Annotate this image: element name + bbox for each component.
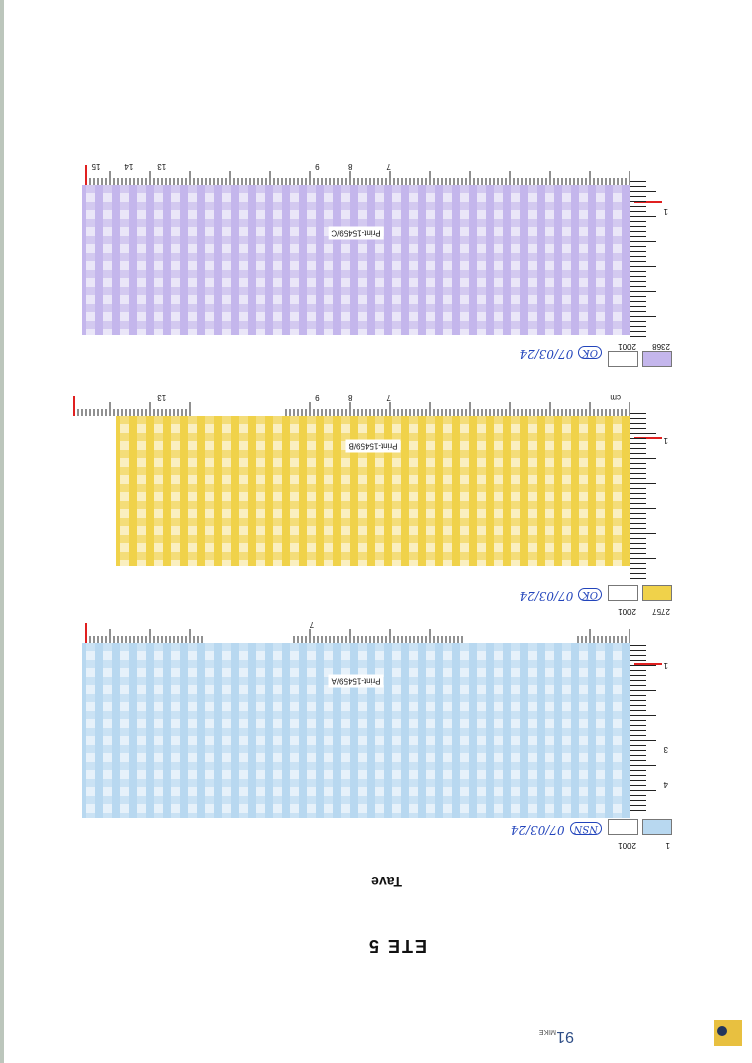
ruler-tick bbox=[630, 413, 646, 414]
color-chip bbox=[642, 585, 672, 601]
ruler-tick bbox=[630, 423, 646, 424]
swatch-label: Print-15459/B bbox=[346, 440, 401, 453]
ruler-tick bbox=[630, 473, 646, 474]
fabric-swatch bbox=[116, 416, 630, 566]
ruler-tick bbox=[630, 336, 646, 337]
ruler-tick bbox=[630, 795, 646, 796]
ruler-tick bbox=[630, 715, 656, 716]
ruler-tick bbox=[630, 261, 646, 262]
ruler-number: 9 bbox=[315, 162, 320, 171]
ruler-tick bbox=[630, 775, 646, 776]
swatch-label: Print-15459/A bbox=[329, 675, 384, 688]
ruler-tick bbox=[630, 498, 646, 499]
note-circle: OK bbox=[578, 588, 602, 601]
ruler-tick bbox=[630, 508, 656, 509]
ruler-tick bbox=[630, 438, 646, 439]
ruler-tick bbox=[630, 236, 646, 237]
page-title: ETE 5 bbox=[366, 936, 427, 956]
ruler-tick bbox=[630, 503, 646, 504]
logo-dot-icon bbox=[717, 1026, 727, 1036]
ruler-tick bbox=[630, 483, 656, 484]
ruler-tick bbox=[630, 281, 646, 282]
ruler-tick bbox=[630, 548, 646, 549]
ruler-tick bbox=[630, 690, 656, 691]
ruler-tick bbox=[630, 578, 646, 579]
note-date: 07/03/24 bbox=[510, 823, 565, 837]
ruler-number: 1 bbox=[663, 207, 668, 216]
ruler-tick bbox=[630, 740, 656, 741]
note-date: 07/03/24 bbox=[519, 347, 574, 361]
chip-code: 2001 bbox=[618, 342, 636, 351]
color-chip bbox=[642, 351, 672, 367]
ruler-tick bbox=[630, 700, 646, 701]
ruler-tick bbox=[630, 518, 646, 519]
ruler-tick bbox=[630, 246, 646, 247]
ruler-number: 15 bbox=[91, 162, 101, 171]
ruler-tick bbox=[630, 790, 656, 791]
ruler-number: 8 bbox=[348, 162, 353, 171]
logo-number: 91 bbox=[556, 1028, 574, 1045]
logo-caption: MIKE bbox=[538, 1028, 556, 1035]
ruler-tick bbox=[630, 468, 646, 469]
ruler-tick bbox=[630, 573, 646, 574]
page-subtitle: Tave bbox=[371, 874, 402, 890]
ruler-tick bbox=[630, 216, 656, 217]
note-date: 07/03/24 bbox=[519, 589, 574, 603]
ruler-tick bbox=[630, 533, 656, 534]
ruler-tick bbox=[630, 755, 646, 756]
ruler-tick bbox=[630, 311, 646, 312]
ruler-tick bbox=[630, 418, 646, 419]
ruler-tick bbox=[630, 558, 656, 559]
ruler-tick bbox=[630, 266, 656, 267]
ruler-number: 13 bbox=[157, 162, 167, 171]
ruler-tick bbox=[630, 221, 646, 222]
ruler-tick bbox=[630, 685, 646, 686]
ruler-tick bbox=[630, 785, 646, 786]
ruler-tick bbox=[630, 291, 656, 292]
ruler-tick bbox=[630, 251, 646, 252]
ruler-numbers bbox=[82, 617, 630, 633]
ruler-tick bbox=[630, 800, 646, 801]
ruler-tick bbox=[630, 196, 646, 197]
ruler-tick bbox=[630, 256, 646, 257]
ruler-tick bbox=[630, 271, 646, 272]
ruler-tick bbox=[630, 563, 646, 564]
ruler-tick bbox=[630, 458, 656, 459]
color-chip bbox=[608, 819, 638, 835]
ruler-tick bbox=[630, 810, 646, 811]
ruler-tick bbox=[630, 316, 656, 317]
color-chip bbox=[608, 585, 638, 601]
ruler-tick bbox=[630, 725, 646, 726]
note-circle: NSN bbox=[570, 822, 602, 835]
ruler-tick bbox=[630, 206, 646, 207]
handwritten-note bbox=[511, 822, 602, 837]
ruler-tick bbox=[630, 428, 646, 429]
handwritten-note bbox=[519, 346, 602, 361]
ruler-number: 3 bbox=[663, 745, 668, 754]
ruler-tick bbox=[630, 655, 646, 656]
chip-code: 2001 bbox=[618, 607, 636, 616]
ruler-tick bbox=[630, 528, 646, 529]
ruler-tick bbox=[630, 286, 646, 287]
swatch-label: Print-15459/C bbox=[328, 227, 383, 240]
ruler-tick bbox=[630, 543, 646, 544]
ruler-number: cm bbox=[610, 393, 622, 402]
ruler-tick bbox=[630, 191, 656, 192]
ruler-tick bbox=[630, 735, 646, 736]
ruler-number: 13 bbox=[157, 393, 167, 402]
ruler-tick bbox=[630, 306, 646, 307]
ruler-tick bbox=[630, 478, 646, 479]
ruler-number: 1 bbox=[663, 436, 668, 445]
ruler-number: 14 bbox=[124, 162, 134, 171]
ruler-tick bbox=[630, 660, 646, 661]
ruler-tick bbox=[630, 665, 656, 666]
side-ruler bbox=[630, 181, 672, 341]
ruler-tick bbox=[630, 523, 646, 524]
ruler-tick bbox=[630, 538, 646, 539]
ruler-number: 9 bbox=[315, 393, 320, 402]
ruler-tick bbox=[630, 448, 646, 449]
ruler-tick bbox=[630, 760, 646, 761]
ruler-number: 4 bbox=[663, 780, 668, 789]
ruler-tick bbox=[630, 241, 656, 242]
ruler-number: 1 bbox=[663, 661, 668, 670]
ruler-tick bbox=[630, 453, 646, 454]
ruler-tick bbox=[630, 186, 646, 187]
ruler-number: 8 bbox=[348, 393, 353, 402]
ruler-tick bbox=[630, 770, 646, 771]
ruler-tick bbox=[630, 680, 646, 681]
ruler-tick bbox=[630, 765, 656, 766]
fabric-swatch bbox=[82, 643, 630, 818]
ruler-tick bbox=[630, 745, 646, 746]
ruler-tick bbox=[630, 720, 646, 721]
ruler-number: 7 bbox=[386, 393, 391, 402]
ruler-tick bbox=[630, 201, 646, 202]
ruler-tick bbox=[630, 226, 646, 227]
chip-code: 2368 bbox=[652, 342, 670, 351]
color-chip bbox=[608, 351, 638, 367]
chip-code: 2001 bbox=[618, 841, 636, 850]
ruler-tick bbox=[630, 301, 646, 302]
ruler-number: 7 bbox=[386, 162, 391, 171]
ruler-number: 7 bbox=[309, 620, 315, 629]
ruler-tick bbox=[630, 488, 646, 489]
chip-code: 2757 bbox=[652, 607, 670, 616]
ruler-tick bbox=[630, 326, 646, 327]
ruler-tick bbox=[630, 443, 646, 444]
ruler-numbers bbox=[82, 159, 630, 175]
ruler-tick bbox=[630, 730, 646, 731]
ruler-tick bbox=[630, 296, 646, 297]
side-ruler bbox=[630, 645, 672, 815]
ruler-tick bbox=[630, 513, 646, 514]
color-chip bbox=[642, 819, 672, 835]
ruler-tick bbox=[630, 181, 646, 182]
ruler-numbers bbox=[82, 390, 630, 406]
ruler-tick bbox=[630, 276, 646, 277]
ruler-tick bbox=[630, 710, 646, 711]
ruler-tick bbox=[630, 645, 646, 646]
ruler-tick bbox=[630, 750, 646, 751]
ruler-tick bbox=[630, 670, 646, 671]
note-circle: OK bbox=[578, 346, 602, 359]
ruler-tick bbox=[630, 805, 646, 806]
ruler-tick bbox=[630, 695, 646, 696]
side-ruler bbox=[630, 413, 672, 583]
ruler-tick bbox=[630, 553, 646, 554]
ruler-tick bbox=[630, 780, 646, 781]
ruler-tick bbox=[630, 211, 646, 212]
handwritten-note bbox=[519, 588, 602, 603]
ruler-tick bbox=[630, 331, 646, 332]
ruler-tick bbox=[630, 493, 646, 494]
ruler-tick bbox=[630, 705, 646, 706]
ruler-tick bbox=[630, 568, 646, 569]
ruler-tick bbox=[630, 463, 646, 464]
fabric-swatch bbox=[82, 185, 630, 335]
ruler-tick bbox=[630, 321, 646, 322]
chip-code: 1 bbox=[665, 841, 670, 850]
ruler-tick bbox=[630, 650, 646, 651]
ruler-tick bbox=[630, 675, 646, 676]
ruler-tick bbox=[630, 231, 646, 232]
ruler-tick bbox=[630, 433, 656, 434]
